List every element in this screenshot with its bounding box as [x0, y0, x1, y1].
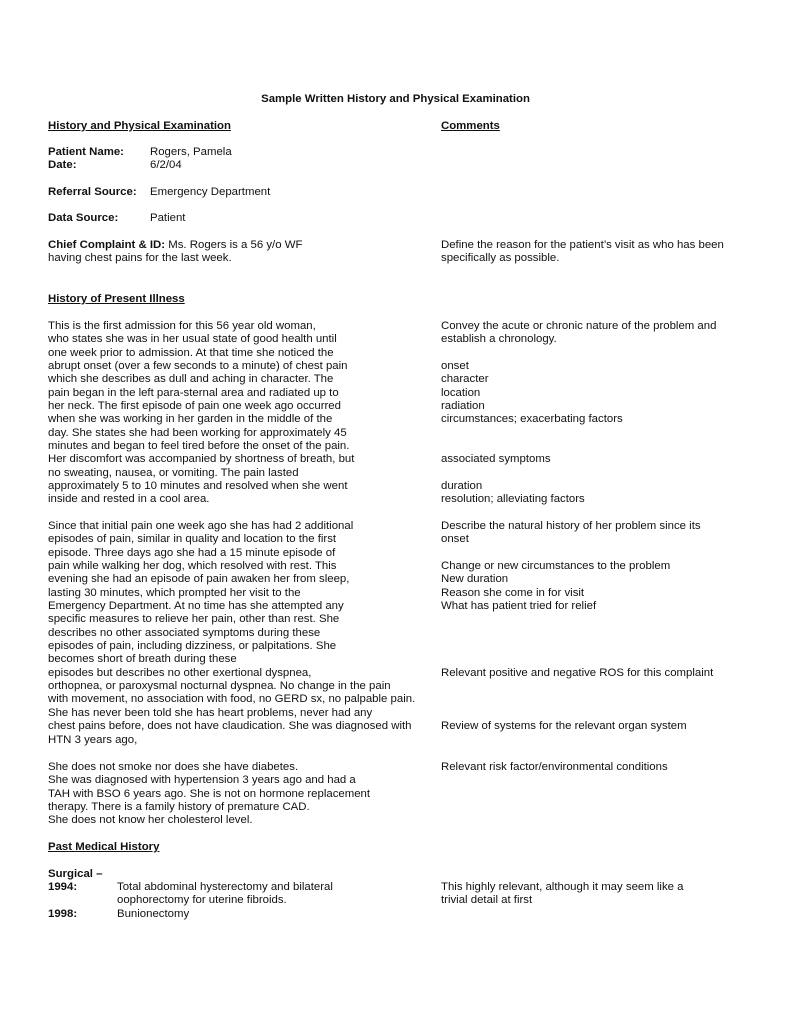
document-title: Sample Written History and Physical Examination: [261, 93, 530, 105]
text-line: What has patient tried for relief: [441, 600, 597, 613]
hpi-paragraph-2: [48, 520, 415, 747]
text-line: day. She states she had been working for approximately 45: [48, 426, 347, 439]
text-line: [441, 693, 713, 706]
text-line: one week prior to admission. At that time she noticed the: [48, 346, 334, 359]
date-label: Date:: [48, 159, 77, 171]
text-line: character: [441, 373, 489, 386]
hpi-comments-3: [441, 761, 668, 774]
text-line: which she describes as dull and aching in character. The: [48, 373, 334, 386]
hpi-paragraph-1: [48, 320, 354, 507]
surgery-description: [117, 908, 189, 921]
text-line: [441, 427, 716, 440]
text-line: associated symptoms: [441, 453, 551, 466]
text-line: Describe the natural history of her problem since its: [441, 520, 701, 532]
text-line: Emergency Department. At no time has she attempted any: [48, 600, 344, 613]
text-line: lasting 30 minutes, which prompted her visit to the: [48, 586, 301, 599]
text-line: She was diagnosed with hypertension 3 years ago and had a: [48, 774, 356, 787]
pmh-heading: Past Medical History: [48, 841, 160, 853]
text-line: describes no other associated symptoms during these: [48, 626, 321, 639]
referral-label: Referral Source:: [48, 186, 137, 198]
text-line: becomes short of breath during these: [48, 653, 237, 666]
text-line: onset: [441, 360, 469, 373]
referral-value: Emergency Department: [150, 186, 271, 198]
text-line: establish a chronology.: [441, 333, 557, 346]
text-line: Convey the acute or chronic nature of the problem and: [441, 320, 717, 332]
text-line: inside and rested in a cool area.: [48, 493, 210, 506]
text-line: [441, 613, 713, 626]
text-line: Relevant positive and negative ROS for this complaint: [441, 666, 714, 679]
hpi-comments-2: [441, 520, 713, 734]
chief-complaint-text: having chest pains for the last week.: [48, 252, 232, 265]
text-line: Her discomfort was accompanied by shortness of breath, but: [48, 453, 355, 466]
text-line: [441, 680, 713, 693]
text-line: She does not smoke nor does she have diabetes.: [48, 761, 299, 773]
hpi-comments-1: [441, 320, 716, 507]
section-heading-hpe: History and Physical Examination: [48, 120, 231, 132]
text-line: pain began in the left para-sternal area and radiated up to: [48, 386, 339, 399]
text-line: episodes but describes no other exertional dyspnea,: [48, 666, 312, 679]
text-line: orthopnea, or paroxysmal nocturnal dyspnea. No change in the pain: [48, 680, 391, 693]
text-line: approximately 5 to 10 minutes and resolved when she went: [48, 480, 348, 493]
text-line: resolution; alleviating factors: [441, 493, 585, 506]
text-line: location: [441, 386, 481, 399]
text-line: duration: [441, 480, 483, 493]
text-line: specifically as possible.: [441, 252, 560, 265]
chief-complaint: [48, 239, 302, 266]
text-line: with movement, no association with food, no GERD sx, no palpable pain.: [48, 693, 416, 706]
text-line: therapy. There is a family history of premature CAD.: [48, 801, 310, 814]
chief-complaint-text: Ms. Rogers is a 56 y/o WF: [165, 239, 303, 251]
text-line: Relevant risk factor/environmental conditions: [441, 761, 668, 773]
text-line: when she was working in her garden in the middle of the: [48, 413, 333, 426]
hpi-heading: History of Present Illness: [48, 293, 185, 305]
text-line: This highly relevant, although it may seem like a: [441, 881, 684, 893]
text-line: pain while walking her dog, which resolved with rest. This: [48, 560, 337, 573]
text-line: no sweating, nausea, or vomiting. The pain lasted: [48, 466, 299, 479]
text-line: [441, 707, 713, 720]
data-source-value: Patient: [150, 212, 186, 224]
text-line: Review of systems for the relevant organ system: [441, 720, 687, 733]
text-line: [441, 440, 716, 453]
text-line: trivial detail at first: [441, 894, 533, 907]
surgery-year: 1994:: [48, 881, 78, 893]
text-line: Bunionectomy: [117, 908, 190, 920]
text-line: radiation: [441, 400, 485, 413]
data-source-label: Data Source:: [48, 212, 119, 224]
text-line: who states she was in her usual state of good health until: [48, 333, 337, 346]
text-line: circumstances; exacerbating factors: [441, 413, 623, 426]
patient-name-label: Patient Name:: [48, 146, 124, 158]
chief-complaint-comment: [441, 239, 724, 266]
text-line: Total abdominal hysterectomy and bilateral: [117, 881, 333, 893]
surgical-label: Surgical –: [48, 868, 103, 880]
text-line: This is the first admission for this 56 year old woman,: [48, 320, 316, 332]
text-line: Since that initial pain one week ago she has had 2 additional: [48, 520, 354, 532]
text-line: [441, 627, 713, 640]
text-line: onset: [441, 533, 469, 546]
text-line: Reason she come in for visit: [441, 586, 585, 599]
text-line: [441, 347, 716, 360]
text-line: She does not know her cholesterol level.: [48, 814, 253, 827]
text-line: her neck. The first episode of pain one week ago occurred: [48, 400, 341, 413]
hpi-paragraph-3: [48, 761, 370, 828]
patient-name: Rogers, Pamela: [150, 146, 232, 158]
text-line: minutes and began to feel tired before the onset of the pain.: [48, 440, 350, 453]
surgery-year: 1998:: [48, 908, 78, 920]
surgery-description: [117, 881, 333, 908]
text-line: specific measures to relieve her pain, other than rest. She: [48, 613, 340, 626]
text-line: abrupt onset (over a few seconds to a minute) of chest pain: [48, 360, 348, 373]
text-line: episodes of pain, similar in quality and location to the first: [48, 533, 337, 546]
text-line: New duration: [441, 573, 509, 586]
text-line: Define the reason for the patient’s visit as who has been: [441, 239, 724, 251]
text-line: chest pains before, does not have claudication. She was diagnosed with: [48, 720, 412, 733]
text-line: She has never been told she has heart problems, never had any: [48, 706, 373, 719]
text-line: [441, 547, 713, 560]
text-line: episode. Three days ago she had a 15 minute episode of: [48, 546, 336, 559]
text-line: HTN 3 years ago,: [48, 733, 138, 746]
text-line: [441, 467, 716, 480]
text-line: oophorectomy for uterine fibroids.: [117, 894, 287, 907]
pmh-comment: [441, 881, 684, 908]
comments-heading: Comments: [441, 120, 500, 132]
chief-complaint-label: Chief Complaint & ID:: [48, 239, 166, 251]
text-line: TAH with BSO 6 years ago. She is not on hormone replacement: [48, 787, 371, 800]
date-value: 6/2/04: [150, 159, 182, 171]
text-line: episodes of pain, including dizziness, or palpitations. She: [48, 640, 337, 653]
text-line: evening she had an episode of pain awaken her from sleep,: [48, 573, 350, 586]
text-line: Change or new circumstances to the problem: [441, 560, 671, 573]
text-line: [441, 640, 713, 653]
text-line: [441, 653, 713, 666]
